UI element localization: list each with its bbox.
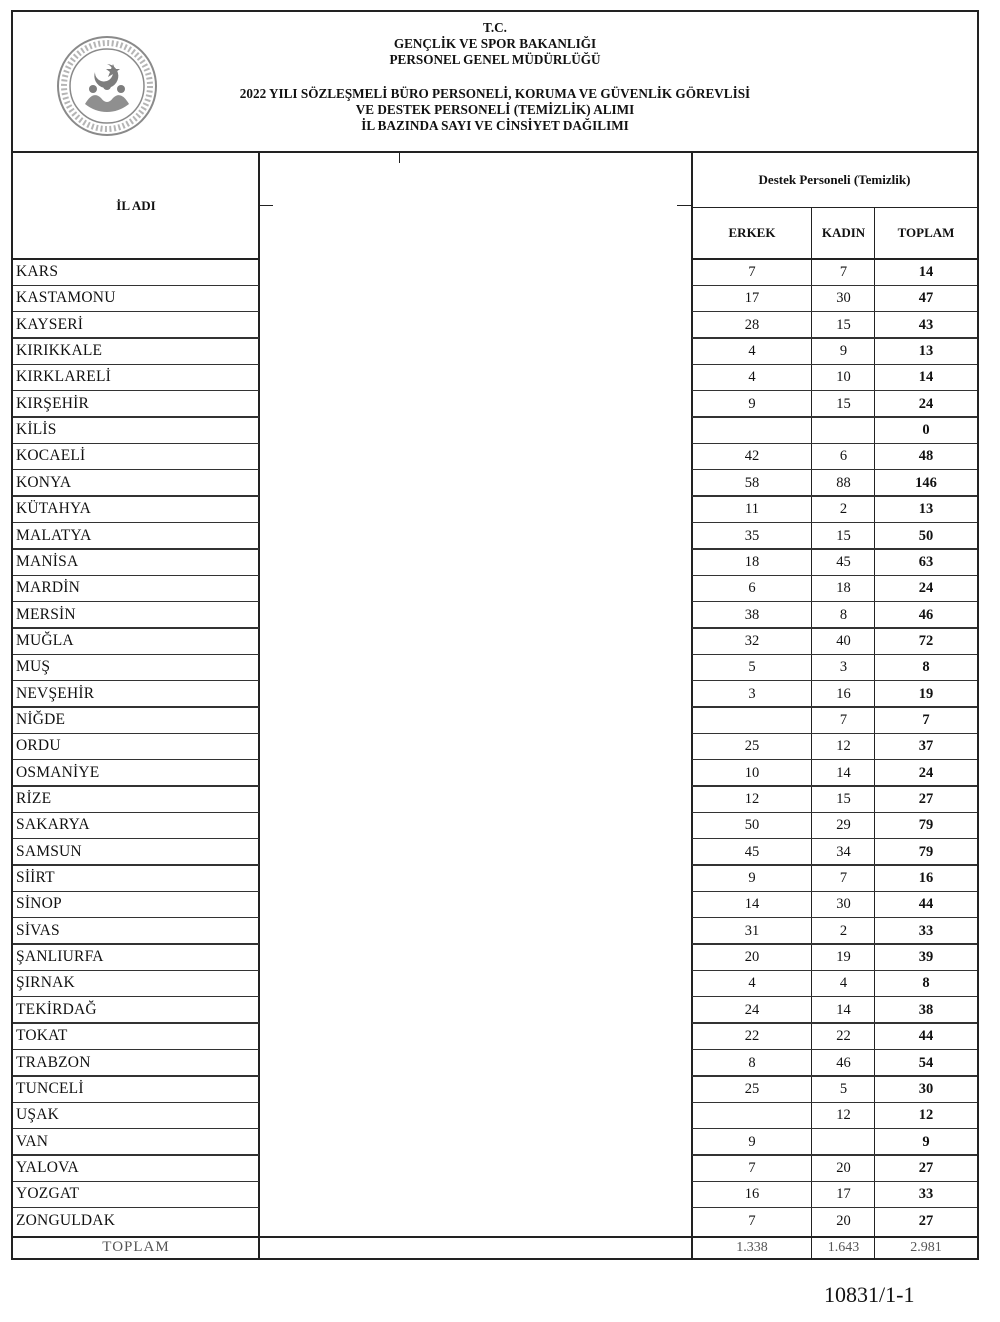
erkek-cell: 4 xyxy=(748,343,756,360)
toplam-cell: 27 xyxy=(918,1159,934,1176)
table-row xyxy=(13,733,977,759)
table-row xyxy=(13,786,977,812)
erkek-cell: 10 xyxy=(744,764,760,781)
il-cell: MUŞ xyxy=(16,658,51,676)
header-line-5: VE DESTEK PERSONELİ (TEMİZLİK) ALIMI xyxy=(355,101,635,117)
kadin-cell: 7 xyxy=(839,264,848,280)
table-row xyxy=(13,470,977,496)
kadin-cell: 17 xyxy=(836,1186,851,1203)
table-row xyxy=(13,1181,977,1207)
kadin-cell: 14 xyxy=(836,764,851,781)
erkek-cell: 45 xyxy=(744,843,760,860)
erkek-cell: 18 xyxy=(744,553,760,570)
kadin-cell: 45 xyxy=(836,553,851,570)
table-row xyxy=(13,496,977,522)
il-cell: KÜTAHYA xyxy=(16,500,92,518)
erkek-cell: 58 xyxy=(744,474,760,491)
table-row xyxy=(13,1023,977,1049)
kadin-cell: 10 xyxy=(836,369,851,386)
kadin-cell: 30 xyxy=(836,896,851,913)
document-header xyxy=(13,12,977,153)
table-row xyxy=(13,443,977,469)
kadin-cell: 9 xyxy=(839,343,848,360)
kadin-cell: 7 xyxy=(839,870,848,887)
toplam-cell: 46 xyxy=(918,606,934,623)
il-cell: UŞAK xyxy=(16,1106,60,1124)
toplam-cell: 63 xyxy=(918,553,934,570)
erkek-cell: 22 xyxy=(744,1028,760,1045)
toplam-cell: 38 xyxy=(918,1001,934,1018)
il-cell: NİĞDE xyxy=(16,710,66,728)
table-row xyxy=(13,628,977,654)
toplam-cell: 146 xyxy=(915,474,937,491)
il-cell: KARS xyxy=(16,263,59,280)
toplam-cell: 0 xyxy=(922,422,930,439)
kadin-cell: 6 xyxy=(839,448,848,465)
kadin-cell: 16 xyxy=(836,685,851,702)
table-row xyxy=(13,865,977,891)
toplam-cell: 24 xyxy=(918,764,934,781)
col-header-kadin: KADIN xyxy=(821,225,866,240)
toplam-cell: 79 xyxy=(918,843,934,860)
toplam-cell: 9 xyxy=(922,1133,930,1150)
col-header-il: İL ADI xyxy=(116,198,156,213)
col-header-erkek: ERKEK xyxy=(728,225,776,240)
kadin-cell: 18 xyxy=(836,580,851,597)
erkek-cell: 25 xyxy=(744,1080,760,1097)
erkek-cell: 12 xyxy=(744,791,760,807)
il-cell: TOKAT xyxy=(16,1027,68,1045)
kadin-cell: 15 xyxy=(836,527,851,544)
erkek-cell: 17 xyxy=(744,290,760,307)
erkek-cell: 31 xyxy=(744,922,760,939)
kadin-cell: 2 xyxy=(839,922,848,939)
table-row xyxy=(13,681,977,707)
erkek-cell: 28 xyxy=(744,316,760,333)
toplam-cell: 7 xyxy=(922,711,930,728)
toplam-cell: 30 xyxy=(918,1080,934,1097)
il-cell: RİZE xyxy=(16,790,52,807)
il-cell: TRABZON xyxy=(16,1053,91,1071)
table-row xyxy=(13,1076,977,1102)
table-row xyxy=(13,918,977,944)
header-line-6: İL BAZINDA SAYI VE CİNSİYET DAĞILIMI xyxy=(361,118,629,134)
kadin-cell: 19 xyxy=(836,949,851,966)
erkek-cell: 11 xyxy=(745,501,759,518)
kadin-cell: 2 xyxy=(839,501,848,518)
erkek-cell: 50 xyxy=(744,817,760,834)
il-cell: NEVŞEHİR xyxy=(16,684,95,702)
il-cell: TEKİRDAĞ xyxy=(16,1000,97,1018)
kadin-cell: 4 xyxy=(839,975,848,992)
header-line-2: GENÇLİK VE SPOR BAKANLIĞI xyxy=(393,36,597,52)
kadin-cell: 20 xyxy=(836,1159,851,1176)
il-cell: MANİSA xyxy=(16,552,79,570)
kadin-cell: 5 xyxy=(839,1080,848,1097)
toplam-cell: 48 xyxy=(918,448,934,465)
table-row xyxy=(13,338,977,364)
il-cell: KIRŞEHİR xyxy=(16,394,90,412)
kadin-cell: 88 xyxy=(836,474,851,491)
table-row xyxy=(13,944,977,970)
table-row xyxy=(13,891,977,917)
table-row xyxy=(13,523,977,549)
toplam-cell: 39 xyxy=(918,949,934,966)
kadin-cell: 7 xyxy=(839,711,848,728)
il-cell: ŞANLIURFA xyxy=(16,948,104,966)
toplam-cell: 33 xyxy=(918,1186,934,1203)
document-frame xyxy=(11,10,979,1260)
col-header-toplam: TOPLAM xyxy=(897,225,955,240)
kadin-cell: 12 xyxy=(836,1107,851,1124)
toplam-cell: 27 xyxy=(918,791,934,807)
header-line-1: T.C. xyxy=(483,20,507,35)
il-cell: SİNOP xyxy=(16,895,62,913)
kadin-cell: 22 xyxy=(836,1028,851,1045)
kadin-cell: 46 xyxy=(836,1054,851,1071)
erkek-cell: 9 xyxy=(748,870,756,887)
table-row xyxy=(13,285,977,311)
total-erkek: 1.338 xyxy=(736,1240,768,1255)
table-row xyxy=(13,970,977,996)
table-row xyxy=(13,549,977,575)
kadin-cell: 20 xyxy=(836,1212,851,1229)
erkek-cell: 4 xyxy=(748,975,756,992)
total-row xyxy=(13,1237,977,1260)
toplam-cell: 44 xyxy=(918,1028,934,1045)
table-row xyxy=(13,1102,977,1128)
il-cell: MARDİN xyxy=(16,579,81,597)
table-row xyxy=(13,1208,977,1234)
table-row xyxy=(13,1129,977,1155)
erkek-cell: 4 xyxy=(748,369,756,386)
toplam-cell: 54 xyxy=(918,1054,934,1071)
il-cell: KASTAMONU xyxy=(16,289,116,307)
kadin-cell: 12 xyxy=(836,738,851,755)
erkek-cell: 7 xyxy=(748,1159,756,1176)
toplam-cell: 14 xyxy=(918,264,934,280)
table-row xyxy=(13,997,977,1023)
mid-head-tick-2 xyxy=(677,205,691,206)
erkek-cell: 8 xyxy=(748,1054,756,1071)
kadin-cell: 34 xyxy=(836,843,851,860)
erkek-cell: 35 xyxy=(744,527,760,544)
erkek-cell: 32 xyxy=(744,632,760,649)
il-cell: KOCAELİ xyxy=(16,447,86,465)
toplam-cell: 47 xyxy=(918,290,934,307)
erkek-cell: 25 xyxy=(744,738,760,755)
il-cell: KIRKLARELİ xyxy=(16,368,111,386)
il-cell: YOZGAT xyxy=(16,1185,80,1203)
total-toplam: 2.981 xyxy=(910,1240,942,1255)
table-row xyxy=(13,575,977,601)
mid-head-tick-3 xyxy=(399,153,400,163)
table-row xyxy=(13,812,977,838)
toplam-cell: 12 xyxy=(918,1107,934,1124)
toplam-cell: 44 xyxy=(918,896,934,913)
toplam-cell: 72 xyxy=(918,632,934,649)
erkek-cell: 42 xyxy=(744,448,760,465)
il-cell: MALATYA xyxy=(16,526,92,544)
kadin-cell: 15 xyxy=(836,316,851,333)
toplam-cell: 24 xyxy=(918,395,934,412)
erkek-cell: 7 xyxy=(748,264,756,280)
erkek-cell: 24 xyxy=(744,1001,760,1018)
header-line-3: PERSONEL GENEL MÜDÜRLÜĞÜ xyxy=(389,52,601,68)
erkek-cell: 38 xyxy=(744,606,760,623)
toplam-cell: 50 xyxy=(918,527,934,544)
table-row xyxy=(13,654,977,680)
il-cell: SAMSUN xyxy=(16,842,82,860)
il-cell: MUĞLA xyxy=(16,631,74,649)
total-label: TOPLAM xyxy=(102,1239,170,1255)
total-kadin: 1.643 xyxy=(827,1240,860,1255)
group-header-temizlik: Destek Personeli (Temizlik) xyxy=(758,172,911,187)
il-cell: KIRIKKALE xyxy=(16,342,103,360)
mid-head-tick-1 xyxy=(259,205,273,206)
toplam-cell: 33 xyxy=(918,922,934,939)
il-cell: OSMANİYE xyxy=(16,763,100,781)
toplam-cell: 79 xyxy=(918,817,934,834)
kadin-cell: 15 xyxy=(836,395,851,412)
table-row xyxy=(13,417,977,443)
erkek-cell: 16 xyxy=(744,1186,760,1203)
erkek-cell: 3 xyxy=(748,685,756,702)
il-cell: MERSİN xyxy=(16,605,76,623)
kadin-cell: 15 xyxy=(836,791,851,807)
table-row xyxy=(13,391,977,417)
header-line-4: 2022 YILI SÖZLEŞMELİ BÜRO PERSONELİ, KORUMA VE GÜVENLİK GÖREVLİSİ xyxy=(239,85,751,101)
toplam-cell: 8 xyxy=(922,975,930,992)
table-row xyxy=(13,839,977,865)
erkek-cell: 9 xyxy=(748,1133,756,1150)
erkek-cell: 14 xyxy=(744,896,760,913)
toplam-cell: 16 xyxy=(918,870,934,887)
toplam-cell: 14 xyxy=(918,369,934,386)
kadin-cell: 14 xyxy=(836,1001,851,1018)
erkek-cell: 9 xyxy=(748,395,756,412)
il-cell: VAN xyxy=(16,1132,49,1150)
table-row xyxy=(13,602,977,628)
toplam-cell: 8 xyxy=(922,659,930,676)
table-row xyxy=(13,364,977,390)
table-row xyxy=(13,760,977,786)
table-row xyxy=(13,1050,977,1076)
erkek-cell: 7 xyxy=(748,1212,756,1229)
kadin-cell: 8 xyxy=(839,606,848,623)
toplam-cell: 13 xyxy=(918,343,934,360)
table-row xyxy=(13,707,977,733)
il-cell: KİLİS xyxy=(16,421,57,439)
kadin-cell: 40 xyxy=(836,632,851,649)
table-row xyxy=(13,1155,977,1181)
toplam-cell: 43 xyxy=(918,316,934,333)
erkek-cell: 6 xyxy=(748,580,756,597)
table-row xyxy=(13,312,977,338)
table-row xyxy=(13,259,977,285)
kadin-cell: 29 xyxy=(836,817,851,834)
toplam-cell: 24 xyxy=(918,580,934,597)
il-cell: KAYSERİ xyxy=(16,315,84,333)
il-cell: YALOVA xyxy=(16,1158,79,1176)
il-cell: ŞIRNAK xyxy=(16,974,75,992)
il-cell: TUNCELİ xyxy=(16,1079,84,1097)
il-cell: ORDU xyxy=(16,737,61,755)
il-cell: KONYA xyxy=(16,473,72,491)
toplam-cell: 37 xyxy=(918,738,934,755)
toplam-cell: 27 xyxy=(918,1212,934,1229)
il-cell: SAKARYA xyxy=(16,816,90,834)
toplam-cell: 19 xyxy=(918,685,934,702)
document-number: 10831/1-1 xyxy=(824,1282,915,1307)
kadin-cell: 30 xyxy=(836,290,851,307)
kadin-cell: 3 xyxy=(839,659,848,676)
toplam-cell: 13 xyxy=(918,501,934,518)
il-cell: SİVAS xyxy=(16,921,60,939)
il-cell: ZONGULDAK xyxy=(16,1211,116,1229)
erkek-cell: 5 xyxy=(748,659,756,676)
erkek-cell: 20 xyxy=(744,949,760,966)
il-cell: SİİRT xyxy=(16,869,55,887)
